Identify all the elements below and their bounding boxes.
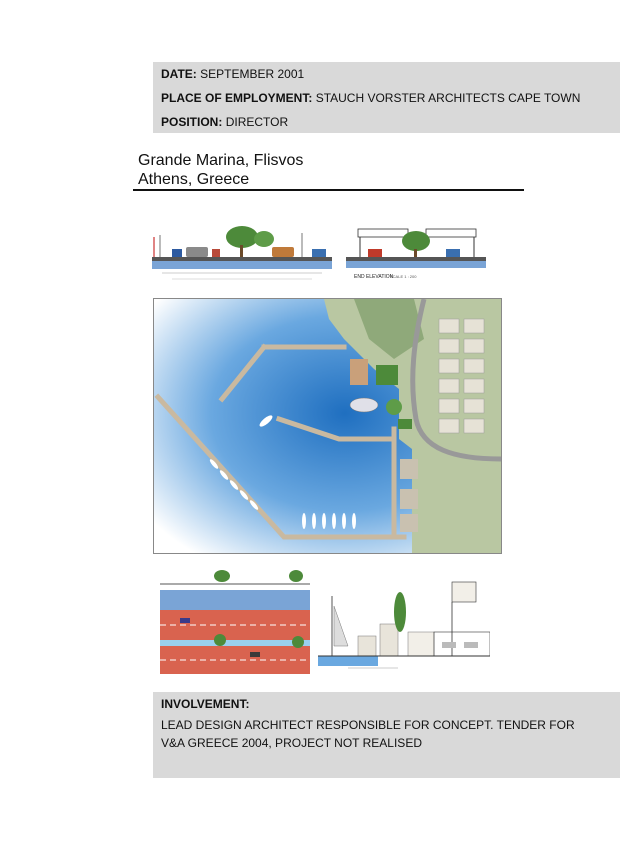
employment-label: PLACE OF EMPLOYMENT: <box>161 91 313 105</box>
marina-site-plan <box>153 298 502 554</box>
end-elevation-drawing <box>346 215 486 285</box>
involvement-heading: INVOLVEMENT: <box>161 697 250 711</box>
date-value: SEPTEMBER 2001 <box>200 67 305 81</box>
street-section-drawing <box>152 215 332 285</box>
project-location: Athens, Greece <box>138 171 250 188</box>
position-label: POSITION: <box>161 115 223 129</box>
waterfront-section-drawing <box>318 576 490 676</box>
project-title: Grande Marina, Flisvos <box>138 152 304 169</box>
end-elevation-label: END ELEVATION <box>354 274 394 280</box>
involvement-box <box>153 692 620 778</box>
involvement-text: LEAD DESIGN ARCHITECT RESPONSIBLE FOR CONCEPT. TENDER FOR V&A GREECE 2004, PROJECT NOT REALISED <box>161 718 575 750</box>
scale-label: SCALE 1 : 200 <box>390 274 417 279</box>
header-info-box <box>153 62 620 133</box>
position-line <box>161 115 288 129</box>
employment-value: STAUCH VORSTER ARCHITECTS CAPE TOWN <box>315 91 581 105</box>
date-label: DATE: <box>161 67 197 81</box>
date-line <box>161 67 304 81</box>
title-divider <box>133 189 524 191</box>
employment-line <box>161 91 580 105</box>
promenade-plan-drawing <box>160 566 310 678</box>
position-value: DIRECTOR <box>225 115 289 129</box>
